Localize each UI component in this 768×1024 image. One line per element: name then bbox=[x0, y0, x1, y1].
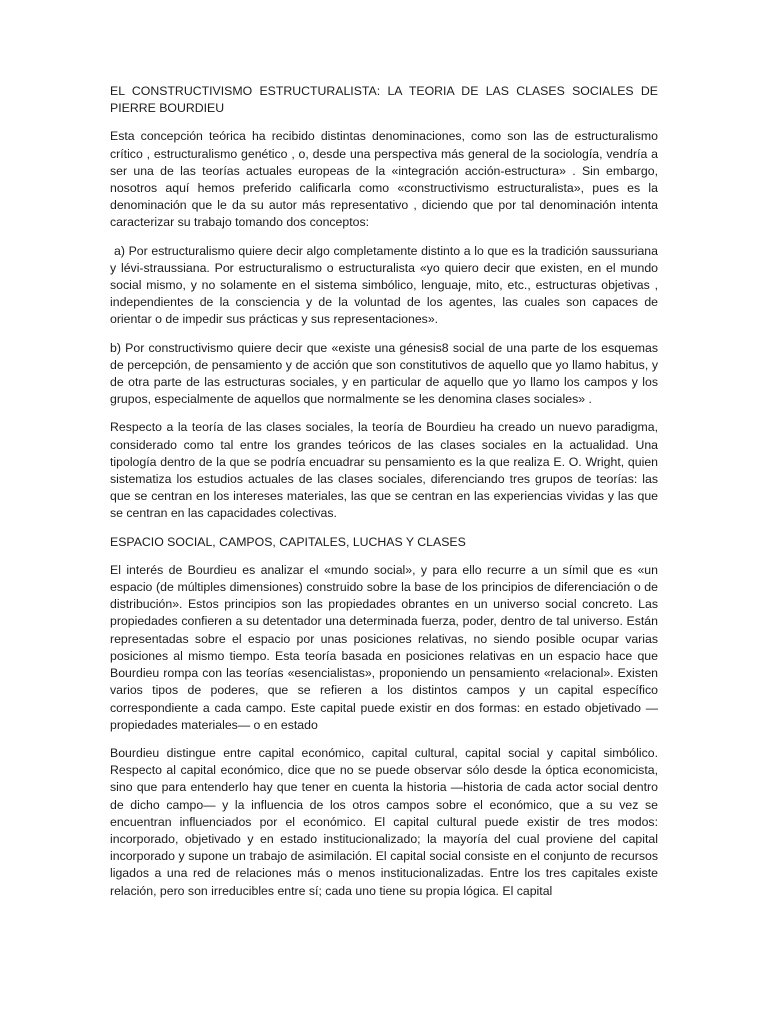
paragraph-capitals: Bourdieu distingue entre capital económico, capital cultural, capital social y capital simbólico. Respecto al capital económico, dice que no se puede observar sólo desde la óptica economicista, sino que para entenderlo hay que tener en cuenta la historia —historia de cada actor social dentro de dicho campo— y la influencia de los otros campos sobre el económico, que a su vez se encuentran influenciados por el económico. El capital cultural puede existir de tres modos: incorporado, objetivado y en estado institucionalizado; la mayoría del cual proviene del capital incorporado y supone un trabajo de asimilación. El capital social consiste en el conjunto de recursos ligados a una red de relaciones más o menos institucionalizadas. Entre los tres capitales existe relación, pero son irreducibles entre sí; cada uno tiene su propia lógica. El capital bbox=[110, 745, 658, 898]
paragraph-class-theory: Respecto a la teoría de las clases sociales, la teoría de Bourdieu ha creado un nuevo paradigma, considerado como tal entre los grandes teóricos de las clases sociales en la actualidad. Una tipología dentro de la que se podría encuadrar su pensamiento es la que realiza E. O. Wright, quien sistematiza los estudios actuales de las clases sociales, diferenciando tres grupos de teorías: las que se centran en los intereses materiales, las que se centran en las experiencias vividas y las que se centran en las capacidades colectivas. bbox=[110, 420, 658, 521]
document-page bbox=[110, 83, 658, 911]
paragraph-structuralism: a) Por estructuralismo quiere decir algo completamente distinto a lo que es la tradición saussuriana y lévi-straussiana. Por estructuralismo o estructuralista «yo quiero decir que existen, en el mundo social mismo, y no solamente en el sistema simbólico, lenguaje, mito, etc., estructuras objetivas , independientes de la consciencia y de la voluntad de los agentes, las cuales son capaces de orientar o de impedir sus prácticas y sus representaciones». bbox=[110, 243, 658, 327]
paragraph-constructivism: b) Por constructivismo quiere decir que «existe una génesis8 social de una parte de los esquemas de percepción, de pensamiento y de acción que son constitutivos de aquello que yo llamo habitus, y de otra parte de las estructuras sociales, y en particular de aquello que yo llamo los campos y los grupos, especialmente de aquellos que normalmente se les denomina clases sociales» . bbox=[110, 340, 658, 407]
paragraph-social-space: El interés de Bourdieu es analizar el «mundo social», y para ello recurre a un símil que es «un espacio (de múltiples dimensiones) construido sobre la base de los principios de diferenciación o de distribución». Estos principios son las propiedades obrantes en un universo social concreto. Las propiedades confieren a su detentador una determinada fuerza, poder, dentro de tal universo. Están representadas sobre el espacio por unas posiciones relativas, no siendo posible ocupar varias posiciones al mismo tiempo. Esta teoría basada en posiciones relativas en un espacio hace que Bourdieu rompa con las teorías «esencialistas», proponiendo un pensamiento «relacional». Existen varios tipos de poderes, que se refieren a los distintos campos y un capital específico correspondiente a cada campo. Este capital puede existir en dos formas: en estado objetivado —propiedades materiales— o en estado bbox=[110, 562, 658, 732]
paragraph-intro: Esta concepción teórica ha recibido distintas denominaciones, como son las de estructuralismo crítico , estructuralismo genético , o, desde una perspectiva más general de la sociología, vendría a ser una de las teorías actuales europeas de la «integración acción-estructura» . Sin embargo, nosotros aquí hemos preferido calificarla como «constructivismo estructuralista», pues es la denominación que le da su autor más representativo , diciendo que por tal denominación intenta caracterizar su trabajo tomando dos conceptos: bbox=[110, 129, 658, 230]
document-title: EL CONSTRUCTIVISMO ESTRUCTURALISTA: LA TEORIA DE LAS CLASES SOCIALES DE PIERRE BOURDIEU bbox=[110, 84, 658, 116]
section-heading: ESPACIO SOCIAL, CAMPOS, CAPITALES, LUCHAS Y CLASES bbox=[110, 534, 466, 549]
